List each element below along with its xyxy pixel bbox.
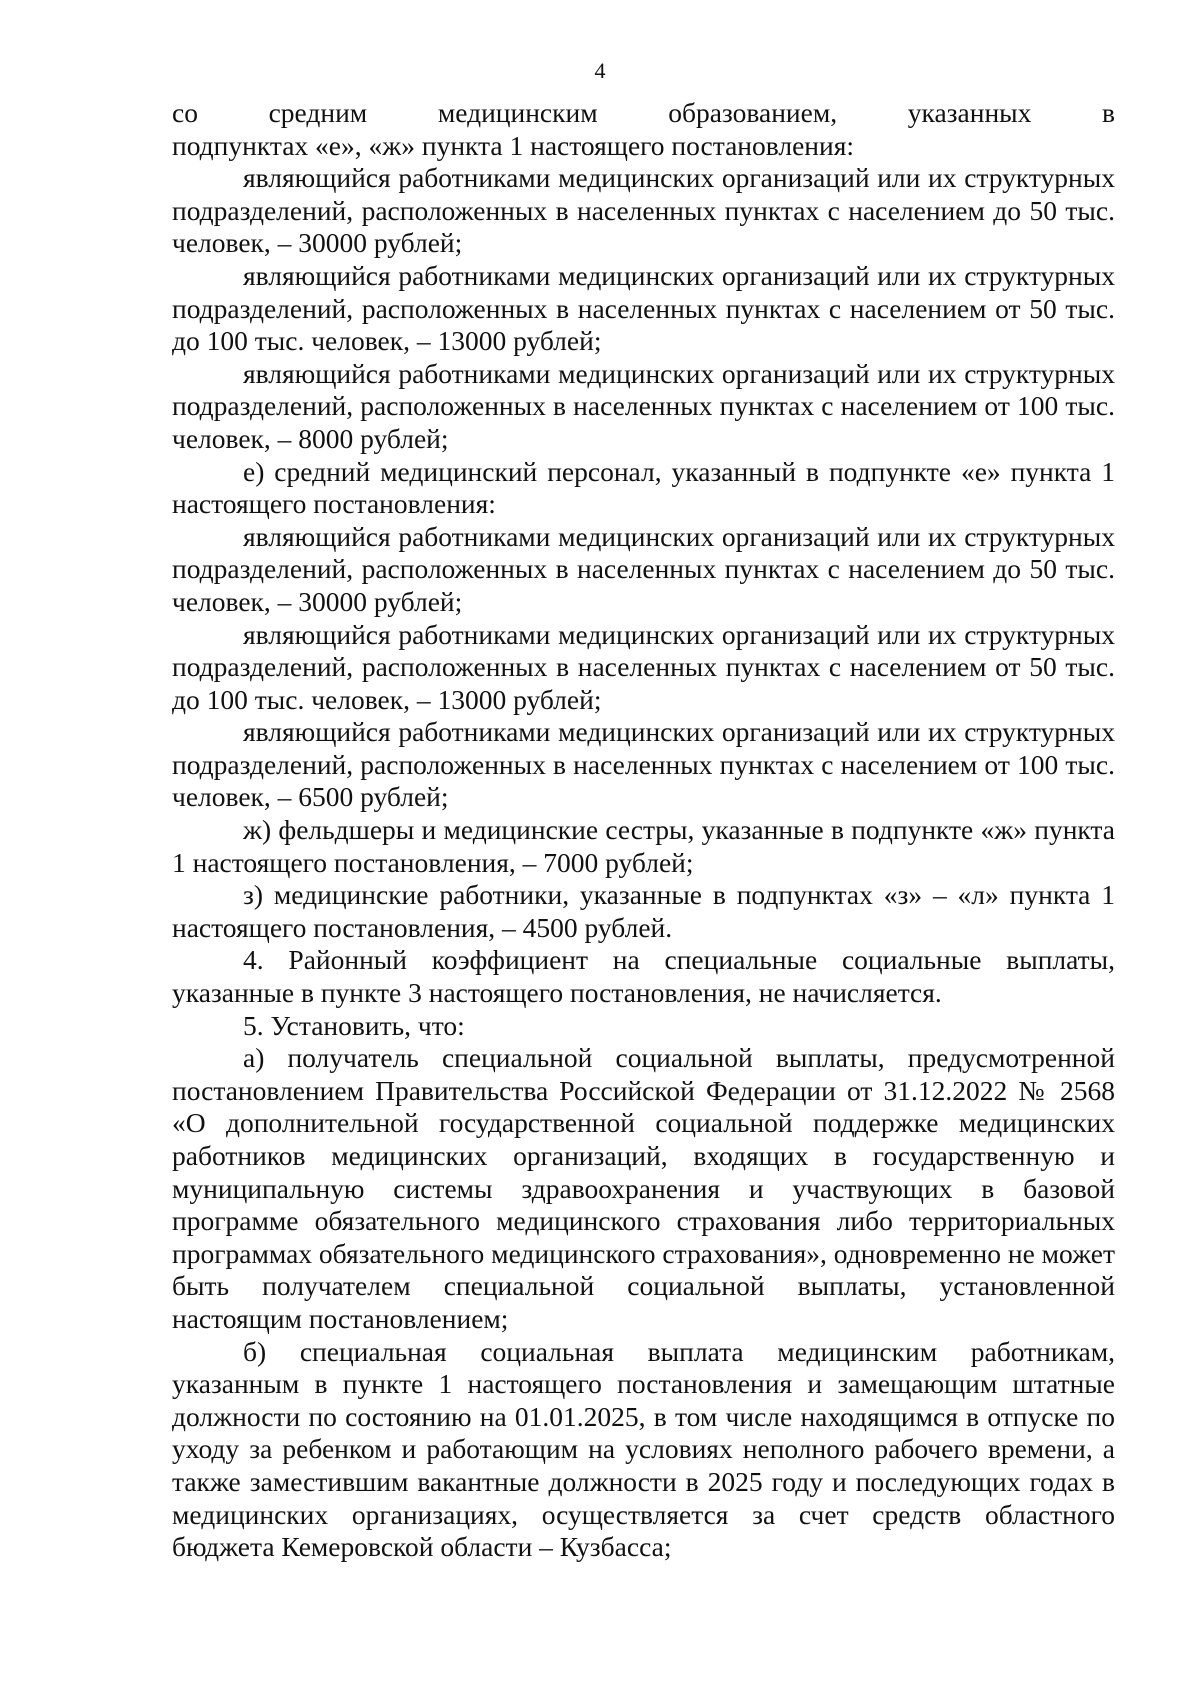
paragraph-subpoint-zh: ж) фельдшеры и медицинские сестры, указанные в подпункте «ж» пункта 1 настоящего постановления, – 7000 рублей; [172, 814, 1115, 878]
paragraph-subpoint-e: е) средний медицинский персонал, указанный в подпункте «е» пункта 1 настоящего постановления: [172, 455, 1115, 520]
paragraph-item: являющийся работниками медицинских организаций или их структурных подразделений, расположенных в населенных пунктах с населением от 100 тыс. человек, – 6500 рублей; [172, 716, 1115, 813]
paragraph-item: являющийся работниками медицинских организаций или их структурных подразделений, расположенных в населенных пунктах с населением от 100 тыс. человек, – 8000 рублей; [172, 357, 1115, 454]
paragraph-continuation [172, 97, 1115, 162]
paragraph-point-4: 4. Районный коэффициент на специальные социальные выплаты, указанные в пункте 3 настоящего постановления, не начисляется. [172, 944, 1115, 1009]
paragraph-line: подпунктах «е», «ж» пункта 1 настоящего постановления: [172, 129, 855, 161]
paragraph-item: являющийся работниками медицинских организаций или их структурных подразделений, расположенных в населенных пунктах с населением до 50 тыс. человек, – 30000 рублей; [172, 520, 1115, 617]
paragraph-item: являющийся работниками медицинских организаций или их структурных подразделений, расположенных в населенных пунктах с населением от 50 тыс. до 100 тыс. человек, – 13000 рублей; [172, 618, 1115, 715]
paragraph-item: являющийся работниками медицинских организаций или их структурных подразделений, расположенных в населенных пунктах с населением от 50 тыс. до 100 тыс. человек, – 13000 рублей; [172, 259, 1115, 357]
document-body [172, 97, 1115, 1564]
paragraph-subpoint-a: а) получатель специальной социальной выплаты, предусмотренной постановлением Правительства Российской Федерации от 31.12.2022 № 2568 «О дополнительной государственной социальной поддержке медицинских работников медицинских организаций, входящих в государственную и муниципальную системы здравоохранения и участвующих в базовой программе обязательного медицинского страхования либо территориальных программах обязательного медицинского страхования», одновременно не может быть получателем специальной социальной выплаты, установленной настоящим постановлением; [172, 1042, 1115, 1334]
paragraph-item: являющийся работниками медицинских организаций или их структурных подразделений, расположенных в населенных пунктах с населением до 50 тыс. человек, – 30000 рублей; [172, 162, 1115, 259]
paragraph-line: со средним медицинским образованием, указанных в [172, 97, 1115, 128]
paragraph-subpoint-b: б) специальная социальная выплата медицинским работникам, указанным в пункте 1 настоящего постановления и замещающим штатные должности по состоянию на 01.01.2025, в том числе находящимся в отпуске по уходу за ребенком и работающим на условиях неполного рабочего времени, а также заместившим вакантные должности в 2025 году и последующих годах в медицинских организациях, осуществляется за счет средств областного бюджета Кемеровской области – Кузбасса; [172, 1335, 1115, 1563]
paragraph-subpoint-z: з) медицинские работники, указанные в подпунктах «з» – «л» пункта 1 настоящего постановления, – 4500 рублей. [172, 879, 1115, 943]
page-number: 4 [594, 58, 606, 83]
paragraph-point-5: 5. Установить, что: [243, 1009, 465, 1041]
